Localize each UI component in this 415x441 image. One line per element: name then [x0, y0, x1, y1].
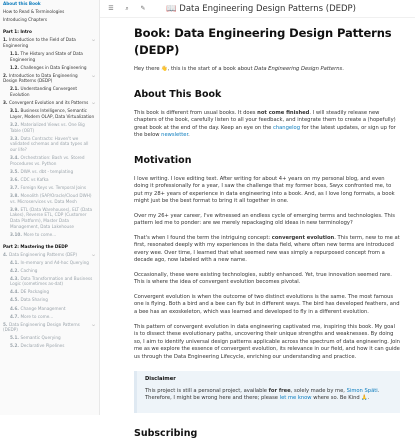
- sidebar-item[interactable]: [0, 85, 99, 99]
- changelog-link[interactable]: changelog: [272, 124, 300, 131]
- sidebar-item[interactable]: [0, 230, 99, 238]
- sidebar-item-label: 3.3. Data Contracts: Haven't we validated schemas and data types all our life?: [10, 135, 89, 152]
- sidebar-item-number: 3.10.: [10, 231, 22, 237]
- sidebar-item-label: 1.2. Challenges in Data Engineering: [10, 64, 87, 70]
- sidebar-item-label: About this Book: [3, 1, 41, 7]
- sidebar-item-number: 3.2.: [10, 121, 20, 127]
- sidebar-item-label: 1.1. The History and State of Data Engineering: [10, 50, 83, 62]
- sidebar-item-number: 4.7.: [10, 313, 20, 319]
- sidebar-item-label: 4. Data Engineering Patterns (DEP): [3, 251, 78, 257]
- sidebar-item-label: 3.7. Foreign Keys vs. Temporal Joins: [10, 184, 87, 190]
- sidebar-item-number: 1.2.: [10, 64, 20, 70]
- sidebar-item-number: 1.: [3, 37, 8, 43]
- sidebar-item[interactable]: [0, 288, 99, 296]
- sidebar-item-number: 4.5.: [10, 297, 20, 303]
- sidebar-item-number: 3.5.: [10, 168, 20, 174]
- sidebar-item-number: 3.1.: [10, 108, 20, 114]
- menu-icon[interactable]: ☰: [108, 5, 114, 12]
- subscribing-heading: Subscribing: [134, 427, 198, 439]
- sidebar-item[interactable]: [0, 154, 99, 168]
- sidebar-item-label: How to Read & Terminologies: [3, 9, 65, 15]
- sidebar-item[interactable]: [0, 275, 99, 289]
- sidebar-item-number: 4.3.: [10, 275, 20, 281]
- search-icon[interactable]: ⌕: [125, 4, 129, 12]
- sidebar-item-label: 5. Data Engineering Design Patterns (DEDP): [3, 321, 80, 333]
- motivation-paragraph-5: Convergent evolution is when the outcome of two distinct evolutions is the same. The most famous one is flying. Both a bird and a bee can fly but in different ways. The bird has developed feathers, and a bee has an exoskeleton, which was learned and developed to fly in a different evolution.: [134, 293, 400, 315]
- book-title: 📖 Data Engineering Design Patterns (DEDP): [166, 3, 356, 14]
- sidebar-item-label: 4.1. In-memory and Ad-hoc Querying: [10, 259, 89, 265]
- sidebar-item[interactable]: [0, 71, 99, 85]
- sidebar-item-label: Part 2: Mastering the DEDP: [3, 243, 68, 249]
- sidebar-item-number: 5.: [3, 321, 8, 327]
- contact-link[interactable]: let me know: [279, 395, 312, 402]
- top-bar: [100, 0, 415, 18]
- sidebar-item-number: 3.4.: [10, 155, 20, 160]
- sidebar-item-number: 4.6.: [10, 305, 20, 311]
- sidebar-item-number: 5.2.: [10, 343, 20, 349]
- page-title: Book: Data Engineering Design Patterns (DEDP): [134, 26, 392, 57]
- disclaimer-box: [134, 371, 400, 413]
- sidebar-item-label: 3.9. ETL (Data Warehouses), ELT (Data Lakes), Reverse ETL, CDP (Customer Data Platform), Master Data Management, Data Lakehouse: [10, 206, 93, 229]
- sidebar-item-number: 3.: [3, 100, 8, 106]
- sidebar-item-label: 5.2. Declarative Pipelines: [10, 343, 65, 349]
- sidebar-item-number: 3.9.: [10, 206, 20, 212]
- about-paragraph: This book is different from usual books. It does not come finished. I will steadily release new chapters of the book, carefully listen to all your feedback, and integrate them to create a (hopefully) great book at the end of the day. Keep an eye on the changelog for the latest updates, or sign up for the below newsletter.: [134, 109, 396, 139]
- sidebar-item-number: 5.1.: [10, 335, 20, 341]
- chevron-down-icon[interactable]: ⌵: [91, 321, 95, 327]
- sidebar-item-label: 5.1. Semantic Querying: [10, 335, 61, 341]
- sidebar-item-label: 3.5. DWA vs. dbt - templating: [10, 168, 74, 174]
- author-link[interactable]: Simon Späti: [346, 387, 378, 394]
- sidebar-item[interactable]: [0, 176, 99, 184]
- sidebar-item[interactable]: [0, 342, 99, 350]
- sidebar-item-label: 3.8. Monolith (SAP/Oracle/Cloud DWH) vs. Microservices vs. Data Mesh: [10, 192, 92, 204]
- sidebar-item-number: 4.: [3, 251, 8, 257]
- sidebar-item-number: 3.8.: [10, 192, 20, 198]
- disclaimer-text: This project is still a personal project, available for free, solely made by me, Simon Späti. Therefore, I might be wrong here and there; please let me know where so. Be Kind 🙏.: [145, 387, 380, 402]
- sidebar-item[interactable]: [0, 168, 99, 176]
- sidebar-part-heading: [0, 239, 99, 251]
- chevron-down-icon[interactable]: ⌵: [91, 37, 95, 43]
- sidebar-item[interactable]: [0, 16, 99, 24]
- sidebar-item[interactable]: [0, 205, 99, 230]
- sidebar-item-label: Introducing Chapters: [3, 17, 48, 23]
- sidebar-item-label: 2. Introduction to Data Engineering Design Patterns (DEDP): [3, 72, 78, 84]
- sidebar-item-label: 1. Introduction to the Field of Data Engineering: [3, 37, 76, 48]
- sidebar-item-label: 4.7. More to come...: [10, 313, 54, 319]
- sidebar-item[interactable]: [0, 8, 99, 16]
- sidebar-item[interactable]: [0, 266, 99, 274]
- sidebar-item-label: Part 1: Intro: [3, 29, 32, 35]
- sidebar-item-label: 3. Convergent Evolution and its Patterns: [3, 100, 89, 106]
- chevron-down-icon[interactable]: ⌵: [91, 72, 95, 78]
- sidebar-item[interactable]: [0, 334, 99, 342]
- motivation-paragraph-1: I love writing. I love editing text. After writing for about 4+ years on my personal blog, and even doing it professionally for a year, I saw the challenge that my former boss, Swyx confronted me, to put my 28+ years of experience in data engineering into a book. And, as I love long formats, a book might just be the best format to bring it all together in one.: [134, 175, 395, 205]
- sidebar-item[interactable]: [0, 258, 99, 266]
- sidebar-item[interactable]: [0, 320, 99, 334]
- sidebar-item-label: 4.5. Data Sharing: [10, 297, 48, 303]
- sidebar-item-number: 4.1.: [10, 259, 20, 265]
- sidebar-item-label: 3.10. More to come...: [10, 231, 57, 237]
- sidebar-item-label: 3.2. Materialized Views vs. One Big Table (OBT): [10, 121, 85, 133]
- sidebar-part-heading: [0, 24, 99, 36]
- sidebar-item[interactable]: [0, 192, 99, 206]
- sidebar-item[interactable]: [0, 296, 99, 304]
- sidebar-item[interactable]: [0, 63, 99, 71]
- sidebar-item-label: 4.2. Caching: [10, 267, 38, 273]
- sidebar-item-label: 3.1. Business Intelligence, Semantic Layer, Modern OLAP, Data Virtualization: [10, 108, 95, 119]
- sidebar-item-number: 2.1.: [10, 86, 20, 92]
- sidebar-item[interactable]: [0, 134, 99, 153]
- sidebar-item-label: 3.4. Orchestration: Bash vs. Stored Procedures vs. Python: [10, 155, 85, 166]
- motivation-heading: Motivation: [134, 154, 192, 166]
- about-heading: About This Book: [134, 88, 222, 100]
- sidebar-item-number: 2.: [3, 72, 8, 78]
- sidebar-item-number: 4.4.: [10, 289, 20, 295]
- sidebar: [0, 0, 100, 415]
- sidebar-item-number: 3.7.: [10, 184, 20, 190]
- disclaimer-title: Disclaimer: [145, 376, 176, 383]
- sidebar-item[interactable]: [0, 304, 99, 312]
- edit-icon[interactable]: ✎: [140, 5, 146, 12]
- motivation-paragraph-4: Occasionally, these were existing technologies, subtly enhanced. Yet, true innovation seemed rare. This is where the idea of convergent evolution becomes pivotal.: [134, 271, 392, 286]
- sidebar-item-label: 4.6. Change Management: [10, 305, 66, 311]
- sidebar-item[interactable]: [0, 36, 99, 50]
- sidebar-item-label: 4.3. Data Transformation and Business Logic (sometimes as-dat): [10, 275, 93, 287]
- sidebar-item-label: 3.6. CDC vs Kafka: [10, 176, 49, 182]
- sidebar-item[interactable]: [0, 312, 99, 320]
- sidebar-item[interactable]: [0, 0, 99, 8]
- motivation-paragraph-6: This pattern of convergent evolution in data engineering captivated me, inspiring this book. My goal is to dissect these evolutionary paths, uncovering their unique strengths and weaknesses. By doing so, I aim to identify universal design patterns applicable across the spectrum of data engineering. Join me as we explore the essence of convergent evolution, its relevance in our field, and how it can guide us through the Data Engineering Lifecycle, enriching our understanding and practice.: [134, 323, 400, 360]
- chevron-down-icon[interactable]: ⌵: [91, 100, 95, 106]
- chevron-down-icon[interactable]: ⌵: [91, 251, 95, 257]
- sidebar-item-label: 2.1. Understanding Convergent Evolution: [10, 86, 78, 98]
- sidebar-item-number: 4.2.: [10, 267, 20, 273]
- sidebar-item-number: 1.1.: [10, 50, 20, 56]
- motivation-paragraph-2: Over my 26+ year career, I've witnessed an endless cycle of emerging terms and technologies. This pattern led me to ponder: are we merely repackaging old ideas in new terminology?: [134, 212, 395, 227]
- intro-paragraph: Hey there 👋, this is the start of a book about Data Engineering Design Patterns.: [134, 66, 344, 73]
- sidebar-item-number: 3.3.: [10, 135, 20, 141]
- sidebar-item[interactable]: [0, 184, 99, 192]
- main-content: [100, 18, 415, 439]
- sidebar-item-number: 3.6.: [10, 176, 20, 182]
- sidebar-item[interactable]: [0, 121, 99, 135]
- sidebar-item[interactable]: [0, 50, 99, 64]
- motivation-paragraph-3: That's when I found the term the intriguing concept: convergent evolution. This term, new to me at first, resonated deeply with my experiences in the data field, where often new terms are introduced every wee. Over time, I learned that what seemed new was simply a repurposed concept from a decade ago, now labeled with a new name.: [134, 234, 400, 264]
- sidebar-item[interactable]: [0, 250, 99, 258]
- sidebar-item[interactable]: [0, 99, 99, 107]
- newsletter-link[interactable]: newsletter: [161, 132, 189, 139]
- sidebar-item[interactable]: [0, 107, 99, 121]
- sidebar-item-label: 4.4. DE Packaging: [10, 289, 49, 295]
